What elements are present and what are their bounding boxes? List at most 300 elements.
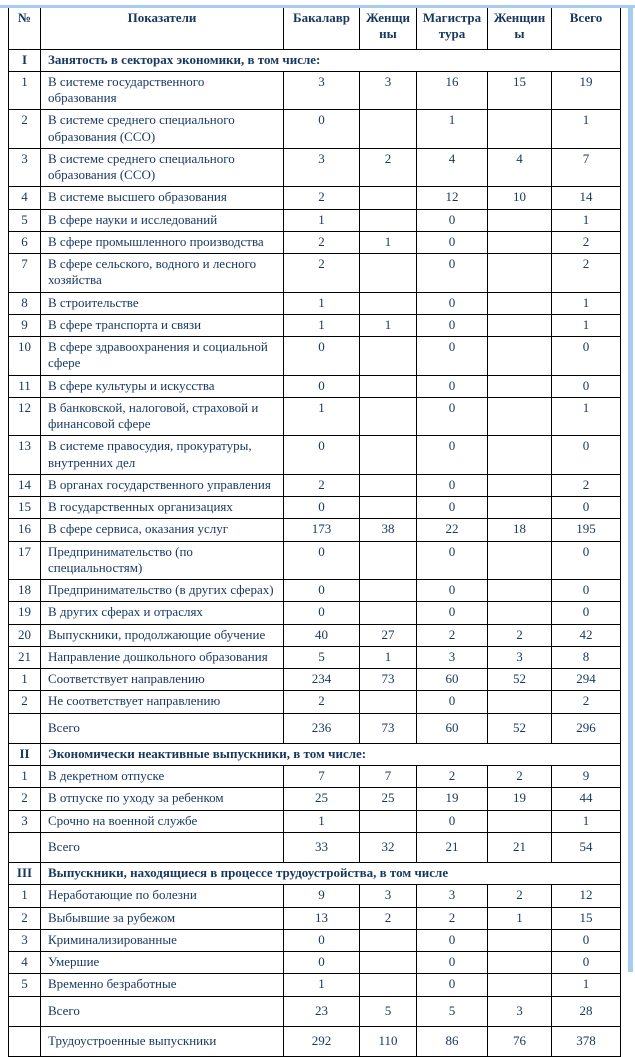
row-number-cell: 7 xyxy=(9,254,41,293)
total-row xyxy=(9,713,621,743)
value-cell xyxy=(360,187,417,209)
row-number-cell: 11 xyxy=(9,375,41,397)
document-page xyxy=(0,5,635,1048)
value-cell: 3 xyxy=(360,885,417,907)
value-cell: 9 xyxy=(284,885,360,907)
value-cell: 0 xyxy=(417,292,488,314)
value-cell: 3 xyxy=(284,148,360,187)
value-cell: 0 xyxy=(417,541,488,580)
value-cell: 52 xyxy=(488,669,552,691)
indicator-label-cell: В строительстве xyxy=(41,292,284,314)
value-cell xyxy=(360,337,417,376)
value-cell: 0 xyxy=(552,580,621,602)
value-cell: 0 xyxy=(284,375,360,397)
table-row xyxy=(9,602,621,624)
indicator-label-cell: Срочно на военной службе xyxy=(41,810,284,832)
table-header xyxy=(9,6,621,50)
value-cell: 1 xyxy=(360,314,417,336)
table-row xyxy=(9,624,621,646)
value-cell: 15 xyxy=(488,71,552,110)
indicator-label-cell: В сфере сервиса, оказания услуг xyxy=(41,519,284,541)
value-cell: 1 xyxy=(360,231,417,253)
value-cell: 0 xyxy=(417,580,488,602)
value-cell: 1 xyxy=(284,314,360,336)
value-cell: 2 xyxy=(417,766,488,788)
value-cell xyxy=(488,974,552,996)
value-cell: 2 xyxy=(360,148,417,187)
value-cell xyxy=(488,602,552,624)
row-number-cell: 1 xyxy=(9,669,41,691)
value-cell xyxy=(360,209,417,231)
indicator-label-cell: Криминализированные xyxy=(41,929,284,951)
indicator-label-cell: В сфере культуры и искусства xyxy=(41,375,284,397)
column-header-3: Бакалавр xyxy=(284,6,360,50)
table-row xyxy=(9,71,621,110)
table-row xyxy=(9,254,621,293)
value-cell: 0 xyxy=(417,209,488,231)
value-cell: 13 xyxy=(284,907,360,929)
row-number-cell: 2 xyxy=(9,691,41,713)
value-cell: 18 xyxy=(488,519,552,541)
indicator-label-cell: В сфере промышленного производства xyxy=(41,231,284,253)
table-row xyxy=(9,519,621,541)
value-cell: 0 xyxy=(417,337,488,376)
value-cell xyxy=(360,810,417,832)
value-cell: 2 xyxy=(552,474,621,496)
value-cell xyxy=(360,541,417,580)
value-cell: 33 xyxy=(284,832,360,862)
value-cell xyxy=(360,292,417,314)
value-cell xyxy=(488,375,552,397)
indicator-label-cell: В органах государственного управления xyxy=(41,474,284,496)
value-cell: 0 xyxy=(284,337,360,376)
value-cell xyxy=(360,375,417,397)
column-header-2: Показатели xyxy=(41,6,284,50)
indicator-label-cell: Умершие xyxy=(41,952,284,974)
value-cell: 2 xyxy=(284,254,360,293)
indicator-label-cell: Выбывшие за рубежом xyxy=(41,907,284,929)
value-cell: 0 xyxy=(417,691,488,713)
value-cell: 0 xyxy=(284,541,360,580)
value-cell: 0 xyxy=(284,602,360,624)
value-cell: 0 xyxy=(417,254,488,293)
value-cell: 1 xyxy=(552,314,621,336)
value-cell: 19 xyxy=(488,788,552,810)
row-number-cell: 14 xyxy=(9,474,41,496)
indicator-label-cell: В государственных организациях xyxy=(41,497,284,519)
column-header-7: Всего xyxy=(552,6,621,50)
row-number-cell: 18 xyxy=(9,580,41,602)
table-row xyxy=(9,669,621,691)
indicator-label-cell: В сфере транспорта и связи xyxy=(41,314,284,336)
indicator-label-cell: В сфере здравоохранения и социальной сфере xyxy=(41,337,284,376)
value-cell: 25 xyxy=(360,788,417,810)
row-number-cell: 3 xyxy=(9,148,41,187)
value-cell: 378 xyxy=(552,1026,621,1056)
table-row xyxy=(9,691,621,713)
value-cell: 195 xyxy=(552,519,621,541)
value-cell xyxy=(488,580,552,602)
row-number-cell: 4 xyxy=(9,952,41,974)
value-cell: 2 xyxy=(552,254,621,293)
value-cell: 0 xyxy=(417,375,488,397)
value-cell: 1 xyxy=(284,209,360,231)
indicator-label-cell: В системе государственного образования xyxy=(41,71,284,110)
table-row xyxy=(9,292,621,314)
value-cell: 60 xyxy=(417,713,488,743)
table-row xyxy=(9,474,621,496)
value-cell xyxy=(360,397,417,436)
value-cell: 52 xyxy=(488,713,552,743)
table-row xyxy=(9,907,621,929)
row-number-cell: 4 xyxy=(9,187,41,209)
value-cell: 3 xyxy=(488,646,552,668)
value-cell: 23 xyxy=(284,996,360,1026)
indicator-label-cell: Всего xyxy=(41,713,284,743)
table-row xyxy=(9,580,621,602)
row-number-cell: 8 xyxy=(9,292,41,314)
row-number-cell xyxy=(9,996,41,1026)
value-cell: 0 xyxy=(284,497,360,519)
value-cell: 2 xyxy=(488,624,552,646)
value-cell xyxy=(488,691,552,713)
value-cell: 296 xyxy=(552,713,621,743)
total-row xyxy=(9,1026,621,1056)
value-cell: 73 xyxy=(360,713,417,743)
value-cell: 3 xyxy=(360,71,417,110)
value-cell xyxy=(488,474,552,496)
value-cell: 2 xyxy=(488,766,552,788)
value-cell: 2 xyxy=(417,907,488,929)
table-row xyxy=(9,974,621,996)
value-cell: 25 xyxy=(284,788,360,810)
value-cell: 14 xyxy=(552,187,621,209)
row-number-cell: 19 xyxy=(9,602,41,624)
row-number-cell: I xyxy=(9,49,41,71)
value-cell: 0 xyxy=(417,474,488,496)
value-cell: 0 xyxy=(552,375,621,397)
row-number-cell: 15 xyxy=(9,497,41,519)
value-cell xyxy=(488,231,552,253)
value-cell: 1 xyxy=(552,209,621,231)
indicator-label-cell: В банковской, налоговой, страховой и финансовой сфере xyxy=(41,397,284,436)
table-row xyxy=(9,788,621,810)
table-row xyxy=(9,810,621,832)
value-cell xyxy=(360,602,417,624)
value-cell: 0 xyxy=(417,974,488,996)
value-cell: 2 xyxy=(552,231,621,253)
value-cell: 38 xyxy=(360,519,417,541)
row-number-cell: 1 xyxy=(9,766,41,788)
value-cell xyxy=(488,254,552,293)
value-cell xyxy=(488,929,552,951)
table-row xyxy=(9,209,621,231)
value-cell: 1 xyxy=(360,646,417,668)
value-cell xyxy=(360,110,417,149)
value-cell: 0 xyxy=(417,952,488,974)
value-cell: 21 xyxy=(488,832,552,862)
table-row xyxy=(9,646,621,668)
row-number-cell: 2 xyxy=(9,907,41,929)
column-header-5: Магистра тура xyxy=(417,6,488,50)
row-number-cell: 9 xyxy=(9,314,41,336)
indicator-label-cell: В сфере сельского, водного и лесного хозяйства xyxy=(41,254,284,293)
value-cell: 3 xyxy=(488,996,552,1026)
value-cell: 86 xyxy=(417,1026,488,1056)
value-cell: 42 xyxy=(552,624,621,646)
value-cell: 292 xyxy=(284,1026,360,1056)
indicator-label-cell: Всего xyxy=(41,832,284,862)
row-number-cell: II xyxy=(9,743,41,765)
value-cell: 1 xyxy=(552,110,621,149)
indicator-label-cell: Временно безработные xyxy=(41,974,284,996)
indicator-label-cell: В сфере науки и исследований xyxy=(41,209,284,231)
indicator-label-cell: Выпускники, продолжающие обучение xyxy=(41,624,284,646)
value-cell: 1 xyxy=(488,907,552,929)
indicator-label-cell: В других сферах и отраслях xyxy=(41,602,284,624)
indicator-label-cell: Занятость в секторах экономики, в том числе: xyxy=(41,49,621,71)
table-row xyxy=(9,231,621,253)
graduate-employment-table xyxy=(8,5,621,1057)
value-cell: 0 xyxy=(552,337,621,376)
table-row xyxy=(9,375,621,397)
value-cell: 27 xyxy=(360,624,417,646)
table-row xyxy=(9,337,621,376)
indicator-label-cell: Выпускники, находящиеся в процессе трудоустройства, в том числе xyxy=(41,863,621,885)
value-cell xyxy=(360,580,417,602)
value-cell: 0 xyxy=(417,314,488,336)
value-cell xyxy=(488,810,552,832)
table-row xyxy=(9,148,621,187)
value-cell: 1 xyxy=(284,292,360,314)
value-cell: 2 xyxy=(552,691,621,713)
section-row xyxy=(9,863,621,885)
value-cell: 0 xyxy=(552,497,621,519)
row-number-cell xyxy=(9,713,41,743)
value-cell: 0 xyxy=(417,929,488,951)
table-row xyxy=(9,766,621,788)
table-row xyxy=(9,436,621,475)
value-cell xyxy=(360,497,417,519)
value-cell: 0 xyxy=(417,602,488,624)
page-right-border xyxy=(628,5,633,972)
indicator-label-cell: В отпуске по уходу за ребенком xyxy=(41,788,284,810)
value-cell: 294 xyxy=(552,669,621,691)
value-cell: 3 xyxy=(417,885,488,907)
table-body xyxy=(9,49,621,1057)
indicator-label-cell: В системе высшего образования xyxy=(41,187,284,209)
value-cell: 9 xyxy=(552,766,621,788)
row-number-cell xyxy=(9,1026,41,1056)
value-cell: 0 xyxy=(284,110,360,149)
value-cell: 236 xyxy=(284,713,360,743)
indicator-label-cell: Предпринимательство (в других сферах) xyxy=(41,580,284,602)
value-cell: 0 xyxy=(417,436,488,475)
value-cell: 21 xyxy=(417,832,488,862)
value-cell: 2 xyxy=(360,907,417,929)
indicator-label-cell: Соответствует направлению xyxy=(41,669,284,691)
value-cell: 2 xyxy=(284,231,360,253)
indicator-label-cell: В системе среднего специального образования (ССО) xyxy=(41,148,284,187)
column-header-6: Женщин ы xyxy=(488,6,552,50)
value-cell: 32 xyxy=(360,832,417,862)
value-cell xyxy=(360,952,417,974)
row-number-cell: 3 xyxy=(9,929,41,951)
value-cell: 44 xyxy=(552,788,621,810)
indicator-label-cell: Предпринимательство (по специальностям) xyxy=(41,541,284,580)
value-cell: 0 xyxy=(284,929,360,951)
value-cell: 0 xyxy=(552,541,621,580)
value-cell: 54 xyxy=(552,832,621,862)
indicator-label-cell: Направление дошкольного образования xyxy=(41,646,284,668)
value-cell xyxy=(488,314,552,336)
value-cell: 1 xyxy=(552,810,621,832)
row-number-cell: III xyxy=(9,863,41,885)
indicator-label-cell: В декретном отпуске xyxy=(41,766,284,788)
value-cell: 1 xyxy=(417,110,488,149)
value-cell: 0 xyxy=(284,436,360,475)
value-cell: 0 xyxy=(284,952,360,974)
value-cell: 7 xyxy=(360,766,417,788)
value-cell: 40 xyxy=(284,624,360,646)
value-cell: 7 xyxy=(552,148,621,187)
row-number-cell xyxy=(9,832,41,862)
page-top-border xyxy=(0,5,635,8)
value-cell: 19 xyxy=(417,788,488,810)
value-cell: 1 xyxy=(552,974,621,996)
column-header-4: Женщи ны xyxy=(360,6,417,50)
value-cell: 110 xyxy=(360,1026,417,1056)
row-number-cell: 10 xyxy=(9,337,41,376)
value-cell: 22 xyxy=(417,519,488,541)
indicator-label-cell: Неработающие по болезни xyxy=(41,885,284,907)
value-cell: 3 xyxy=(417,646,488,668)
value-cell: 0 xyxy=(552,929,621,951)
value-cell xyxy=(360,254,417,293)
value-cell: 4 xyxy=(417,148,488,187)
table-row xyxy=(9,110,621,149)
value-cell: 5 xyxy=(417,996,488,1026)
value-cell: 0 xyxy=(552,952,621,974)
value-cell xyxy=(488,397,552,436)
table-row xyxy=(9,885,621,907)
value-cell: 28 xyxy=(552,996,621,1026)
value-cell: 0 xyxy=(417,497,488,519)
value-cell: 0 xyxy=(552,436,621,475)
value-cell: 1 xyxy=(284,397,360,436)
value-cell: 8 xyxy=(552,646,621,668)
value-cell xyxy=(488,436,552,475)
value-cell xyxy=(360,974,417,996)
value-cell xyxy=(360,436,417,475)
value-cell: 4 xyxy=(488,148,552,187)
value-cell: 5 xyxy=(360,996,417,1026)
value-cell xyxy=(488,292,552,314)
value-cell: 0 xyxy=(417,810,488,832)
row-number-cell: 2 xyxy=(9,110,41,149)
section-row xyxy=(9,49,621,71)
value-cell xyxy=(360,929,417,951)
value-cell: 1 xyxy=(552,292,621,314)
value-cell: 7 xyxy=(284,766,360,788)
indicator-label-cell: Не соответствует направлению xyxy=(41,691,284,713)
value-cell: 15 xyxy=(552,907,621,929)
value-cell: 1 xyxy=(552,397,621,436)
row-number-cell: 1 xyxy=(9,885,41,907)
indicator-label-cell: Экономически неактивные выпускники, в том числе: xyxy=(41,743,621,765)
value-cell xyxy=(488,337,552,376)
table-row xyxy=(9,314,621,336)
value-cell xyxy=(488,209,552,231)
value-cell xyxy=(488,541,552,580)
row-number-cell: 2 xyxy=(9,788,41,810)
value-cell: 234 xyxy=(284,669,360,691)
row-number-cell: 20 xyxy=(9,624,41,646)
row-number-cell: 1 xyxy=(9,71,41,110)
value-cell: 0 xyxy=(284,580,360,602)
row-number-cell: 16 xyxy=(9,519,41,541)
row-number-cell: 3 xyxy=(9,810,41,832)
value-cell: 1 xyxy=(284,810,360,832)
value-cell xyxy=(488,497,552,519)
value-cell: 3 xyxy=(284,71,360,110)
total-row xyxy=(9,996,621,1026)
value-cell xyxy=(360,691,417,713)
indicator-label-cell: В системе среднего специального образования (ССО) xyxy=(41,110,284,149)
value-cell: 76 xyxy=(488,1026,552,1056)
header-row xyxy=(9,6,621,50)
table-row xyxy=(9,187,621,209)
total-row xyxy=(9,832,621,862)
value-cell: 19 xyxy=(552,71,621,110)
row-number-cell: 5 xyxy=(9,974,41,996)
value-cell xyxy=(488,110,552,149)
value-cell: 1 xyxy=(284,974,360,996)
value-cell: 2 xyxy=(284,691,360,713)
value-cell: 12 xyxy=(552,885,621,907)
row-number-cell: 5 xyxy=(9,209,41,231)
value-cell: 10 xyxy=(488,187,552,209)
row-number-cell: 13 xyxy=(9,436,41,475)
row-number-cell: 17 xyxy=(9,541,41,580)
section-row xyxy=(9,743,621,765)
value-cell: 60 xyxy=(417,669,488,691)
value-cell: 12 xyxy=(417,187,488,209)
value-cell: 173 xyxy=(284,519,360,541)
value-cell: 2 xyxy=(488,885,552,907)
row-number-cell: 21 xyxy=(9,646,41,668)
indicator-label-cell: Трудоустроенные выпускники xyxy=(41,1026,284,1056)
value-cell: 73 xyxy=(360,669,417,691)
value-cell: 2 xyxy=(417,624,488,646)
value-cell: 5 xyxy=(284,646,360,668)
indicator-label-cell: В системе правосудия, прокуратуры, внутренних дел xyxy=(41,436,284,475)
table-row xyxy=(9,929,621,951)
value-cell: 2 xyxy=(284,187,360,209)
table-row xyxy=(9,952,621,974)
table-row xyxy=(9,497,621,519)
value-cell xyxy=(360,474,417,496)
value-cell: 0 xyxy=(552,602,621,624)
value-cell: 16 xyxy=(417,71,488,110)
row-number-cell: 6 xyxy=(9,231,41,253)
indicator-label-cell: Всего xyxy=(41,996,284,1026)
row-number-cell: 12 xyxy=(9,397,41,436)
value-cell xyxy=(488,952,552,974)
value-cell: 0 xyxy=(417,397,488,436)
value-cell: 0 xyxy=(417,231,488,253)
table-row xyxy=(9,397,621,436)
